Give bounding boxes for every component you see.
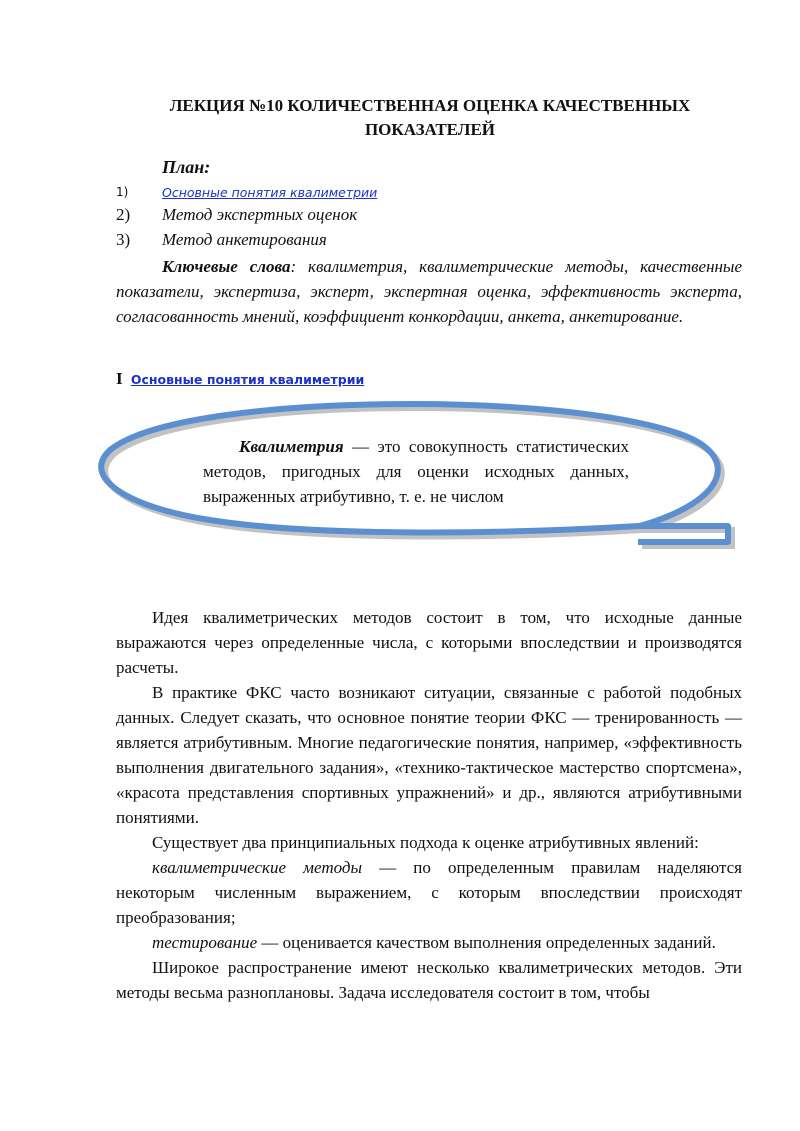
paragraph-text: — оценивается качеством выполнения определенных заданий. bbox=[257, 933, 716, 952]
paragraph-text: — по определенным правилам наделяются некоторым численным выражением, с которым впоследствии происходят преобразования; bbox=[116, 858, 742, 927]
keywords-text: квалиметрия, квалиметрические методы, качественные показатели, экспертиза, эксперт, экспертная оценка, эффективность эксперта, согласованность мнений, коэффициент конкордации, анкета, анкетирование. bbox=[116, 257, 742, 326]
plan-item-text: Метод экспертных оценок bbox=[162, 205, 358, 224]
keywords-label: Ключевые слова bbox=[162, 257, 291, 276]
plan-item-text: Метод анкетирования bbox=[162, 230, 327, 249]
paragraph: Существует два принципиальных подхода к оценке атрибутивных явлений: bbox=[152, 833, 699, 852]
callout-definition bbox=[203, 434, 629, 522]
paragraph-term: тестирование bbox=[152, 933, 258, 952]
paragraph bbox=[116, 855, 742, 930]
paragraph: Идея квалиметрических методов состоит в том, что исходные данные выражаются через определенные числа, с которыми впоследствии и производятся расчеты. bbox=[116, 608, 742, 677]
plan-item-number: 3) bbox=[116, 230, 131, 249]
paragraph: В практике ФКС часто возникают ситуации, связанные с работой подобных данных. Следует сказать, что основное понятие теории ФКС — тренированность — является атрибутивным. Многие педагогические понятия, например, «эффективность выполнения двигательного задания», «технико-тактическое мастерство спортсмена», «красота представления спортивных упражнений» и др., являются атрибутивными понятиями. bbox=[116, 683, 742, 827]
section-link[interactable]: Основные понятия квалиметрии bbox=[130, 372, 365, 387]
section-number: I bbox=[116, 369, 123, 388]
callout-text: — это совокупность статистических методов, пригодных для оценки исходных данных, выраженных атрибутивно, т. е. не числом bbox=[203, 437, 629, 506]
section-heading bbox=[116, 369, 364, 389]
callout-term: Квалиметрия bbox=[239, 437, 344, 456]
body-text bbox=[116, 605, 742, 1005]
lecture-title bbox=[120, 94, 740, 142]
keywords-paragraph bbox=[116, 254, 742, 329]
keywords-colon: : bbox=[290, 257, 297, 276]
title-line-2: ПОКАЗАТЕЛЕЙ bbox=[364, 120, 496, 139]
title-line-1: ЛЕКЦИЯ №10 КОЛИЧЕСТВЕННАЯ ОЦЕНКА КАЧЕСТВЕННЫХ bbox=[169, 96, 691, 115]
plan-item-number: 2) bbox=[116, 205, 131, 224]
paragraph: Широкое распространение имеют несколько квалиметрических методов. Эти методы весьма разноплановы. Задача исследователя состоит в том, чтобы bbox=[116, 958, 742, 1002]
plan-heading: План: bbox=[162, 157, 211, 177]
plan-item-link[interactable]: Основные понятия квалиметрии bbox=[162, 185, 378, 200]
paragraph-term: квалиметрические методы bbox=[152, 858, 363, 877]
paragraph bbox=[116, 930, 742, 955]
plan-item-number: 1) bbox=[116, 185, 129, 199]
